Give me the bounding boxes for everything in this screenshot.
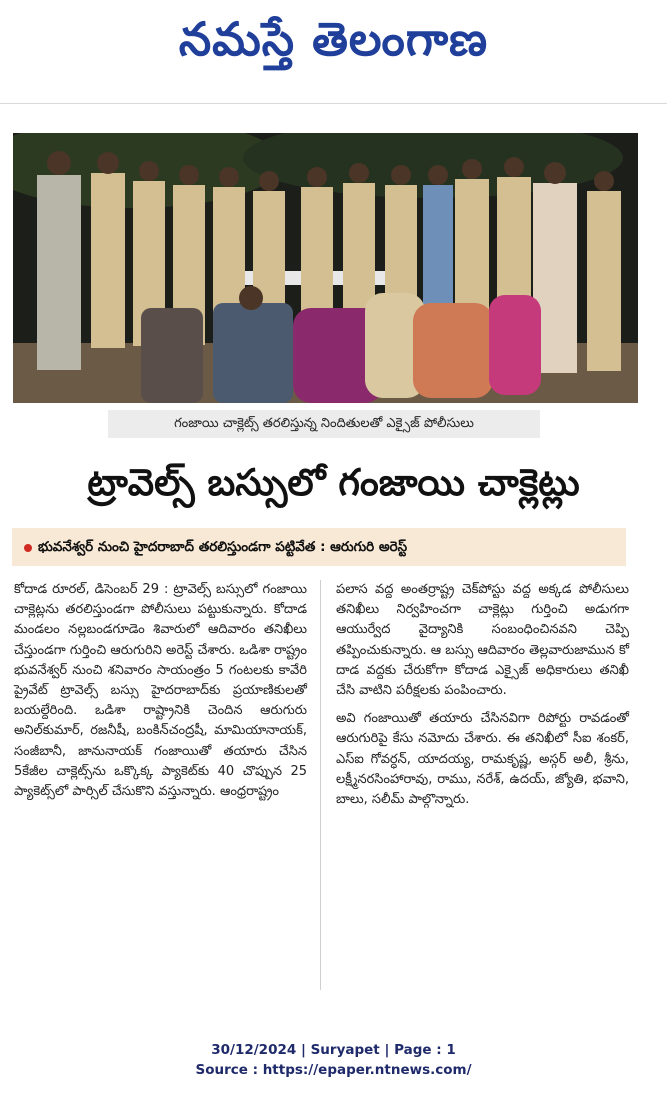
page-footer [0, 1040, 667, 1080]
bullet-dot-icon [24, 544, 32, 552]
column-divider [320, 580, 321, 990]
photo-caption: గంజాయి చాక్లెట్స్‌ తరలిస్తున్న నిందితులతో ఎక్సైజ్‌ పోలీసులు [108, 410, 540, 438]
news-photo [13, 133, 638, 403]
newspaper-masthead [0, 0, 667, 80]
article-headline: ట్రావెల్స్‌ బస్సులో గంజాయి చాక్లెట్లు [87, 461, 580, 504]
article-subheadline: భువనేశ్వర్‌ నుంచి హైదరాబాద్‌ తరలిస్తుండగా పట్టివేత : ఆరుగురి అరెస్ట్‌ [38, 539, 408, 555]
masthead-divider [0, 103, 667, 104]
article-paragraph: పలాస వద్ద అంతర్రాష్ట్ర చెక్‌పోస్టు వద్ద అక్కడ పోలీసులు తనిఖీలు నిర్వహించగా చాక్లెట్లు గుర్తించి అడుగగా ఆయుర్వేద వైద్యానికి సంబంధించినవని చెప్పి తప్పించుకున్నారు. ఆ బస్సు ఆదివారం తెల్లవారుజామున కో దాడ వద్దకు చేరుకోగా కోదాడ ఎక్సైజ్‌ అధికారులు తనిఖీ చేసి వాటిని పరీక్షలకు పంపించారు. [336, 582, 629, 699]
article-column-left [14, 580, 307, 802]
article-paragraph: అవి గంజాయితో తయారు చేసినవిగా రిపోర్టు రావడంతో ఆరుగురిపై కేసు నమోదు చేశారు. ఈ తనిఖీలో సీఐ శంకర్‌, ఎస్‌ఐ గోవర్ధన్‌, యాదయ్య, రామకృష్ణ, అస్గర్‌ అలీ, శ్రీను, లక్ష్మీనరసింహారావు, రాము, నరేశ్‌, ఉదయ్‌, జ్యోతి, భవాని, బాలు, సలీమ్‌ పాల్గొన్నారు. [336, 711, 629, 808]
footer-source: Source : https://epaper.ntnews.com/ [195, 1062, 472, 1078]
article-column-right [336, 580, 629, 810]
article-paragraph: కోదాడ రూరల్‌, డిసెంబర్‌ 29 : ట్రావెల్స్‌ బస్సులో గంజాయి చాక్లెట్లను తరలిస్తుండగా పోలీసులు పట్టుకున్నారు. కోదాడ మండలం నల్లబండగూడెం శివారులో ఆదివారం తనిఖీలు చేస్తుండగా గుర్తించి ఆరుగురిని అరెస్ట్‌ చేశారు. ఒడిశా రాష్ట్రం భువనేశ్వర్‌ నుంచి శనివారం సాయంత్రం 5 గంటలకు కావేరి ప్రైవేట్‌ ట్రావెల్స్‌ బస్సు హైదరాబాద్‌కు ప్రయాణికులతో బయల్దేరింది. ఒడిశా రాష్ట్రానికి చెందిన ఆరుగురు అనిల్‌కుమార్‌, రజనీషీ, బంకిన్‌చంద్రషీ, మామియానాయక్‌, సంజీబానీ, జానునాయక్‌ గంజాయితో తయారు చేసిన 5కేజీల చాక్లెట్స్‌ను ఒక్కొక్క ప్యాకెట్‌కు 40 చొప్పున 25 ప్యాకెట్స్‌లో పార్సిల్‌ చేసుకొని వస్తున్నారు. ఆంధ్రరాష్ట్రం [14, 582, 307, 800]
footer-date-edition: 30/12/2024 | Suryapet | Page : 1 [211, 1042, 456, 1058]
masthead-title: నమస్తే తెలంగాణ [178, 12, 489, 66]
